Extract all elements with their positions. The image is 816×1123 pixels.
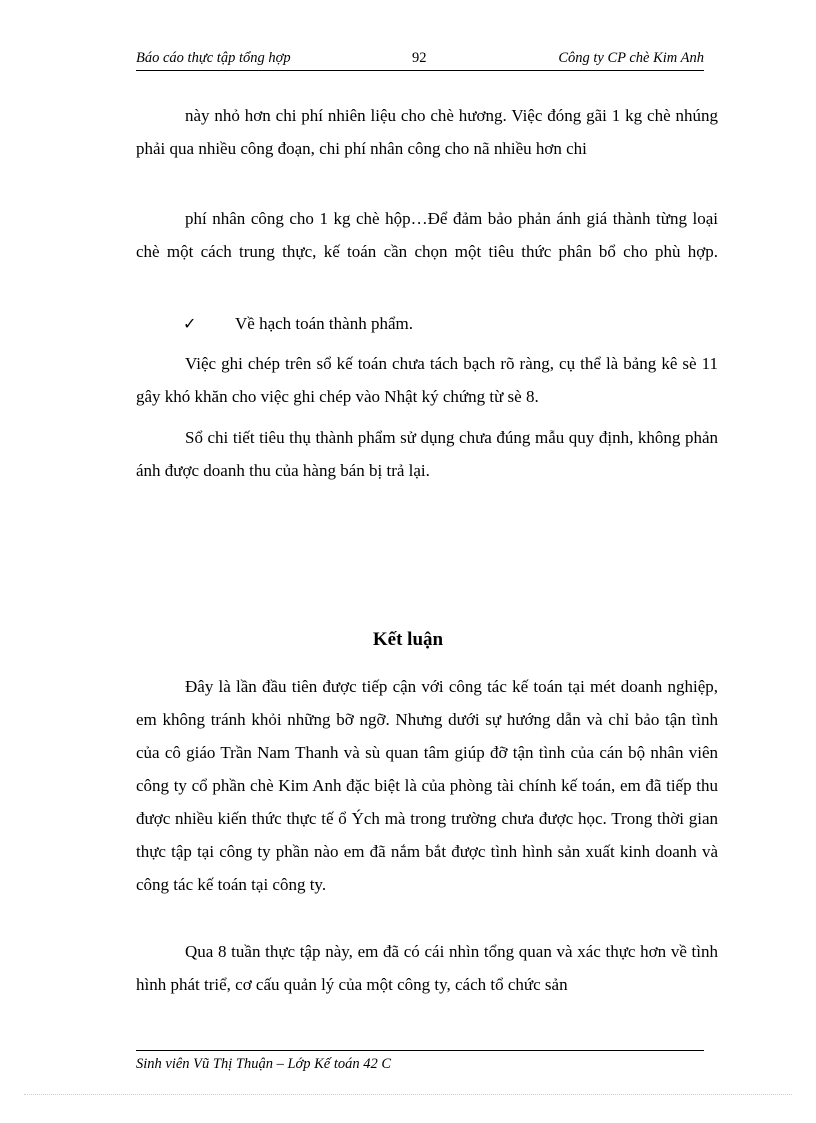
page-header xyxy=(136,48,704,71)
paragraph-text: Qua 8 tuần thực tập này, em đã có cái nhìn tổng quan và xác thực hơn về tình hình phát triể, cơ cấu quản lý của một công ty, cách tổ chức sản xyxy=(136,942,718,994)
page-bottom-edge xyxy=(24,1094,792,1095)
header-page-number: 92 xyxy=(412,50,427,66)
checkmark-icon: ✓ xyxy=(183,316,197,333)
paragraph-ledger xyxy=(136,421,718,487)
header-company-name: Công ty CP chè Kim Anh xyxy=(558,50,704,66)
paragraph-text: này nhỏ hơn chi phí nhiên liệu cho chè hương. Việc đóng gãi 1 kg chè nhúng phải qua nhiều công đoạn, chi phí nhân công cho nã nhiều hơn chi xyxy=(136,106,718,158)
section-title: Kết luận xyxy=(372,629,444,650)
checklist-item xyxy=(183,312,413,337)
paragraph-conclusion-2 xyxy=(136,935,718,1001)
checklist-item-label: Về hạch toán thành phẩm. xyxy=(235,314,413,333)
paragraph-conclusion-1 xyxy=(136,670,718,901)
paragraph-text: Sổ chi tiết tiêu thụ thành phẩm sử dụng chưa đúng mẫu quy định, không phản ánh được doanh thu của hàng bán bị trả lại. xyxy=(136,428,718,480)
page-footer: Sinh viên Vũ Thị Thuận – Lớp Kế toán 42 C xyxy=(136,1056,392,1072)
paragraph-allocation xyxy=(136,202,718,268)
paragraph-cost-continuation xyxy=(136,99,718,165)
footer-divider xyxy=(136,1050,704,1051)
paragraph-bookkeeping xyxy=(136,347,718,413)
paragraph-text: Đây là lần đầu tiên được tiếp cận với công tác kế toán tại mét doanh nghiệp, em không tránh khỏi những bỡ ngỡ. Nhưng dưới sự hướng dẫn và chỉ bảo tận tình của cô giáo Trần Nam Thanh và sù quan tâm giúp đỡ tận tình của cán bộ nhân viên công ty cổ phần chè Kim Anh đặc biệt là của phòng tài chính kế toán, em đã tiếp thu được nhiều kiến thức thực tế ổ Ých mà trong trường chưa được học. Trong thời gian thực tập tại công ty phần nào em đã nắm bắt được tình hình sản xuất kinh doanh và công tác kế toán tại công ty. xyxy=(136,677,718,894)
paragraph-text: phí nhân công cho 1 kg chè hộp…Để đảm bảo phản ánh giá thành từng loại chè một cách trung thực, kế toán cần chọn một tiêu thức phân bổ cho phù hợp. xyxy=(136,209,718,261)
paragraph-text: Việc ghi chép trên sổ kế toán chưa tách bạch rõ ràng, cụ thể là bảng kê sè 11 gây khó khăn cho việc ghi chép vào Nhật ký chứng từ sè 8. xyxy=(136,354,718,406)
header-report-title: Báo cáo thực tập tổng hợp xyxy=(136,50,291,66)
